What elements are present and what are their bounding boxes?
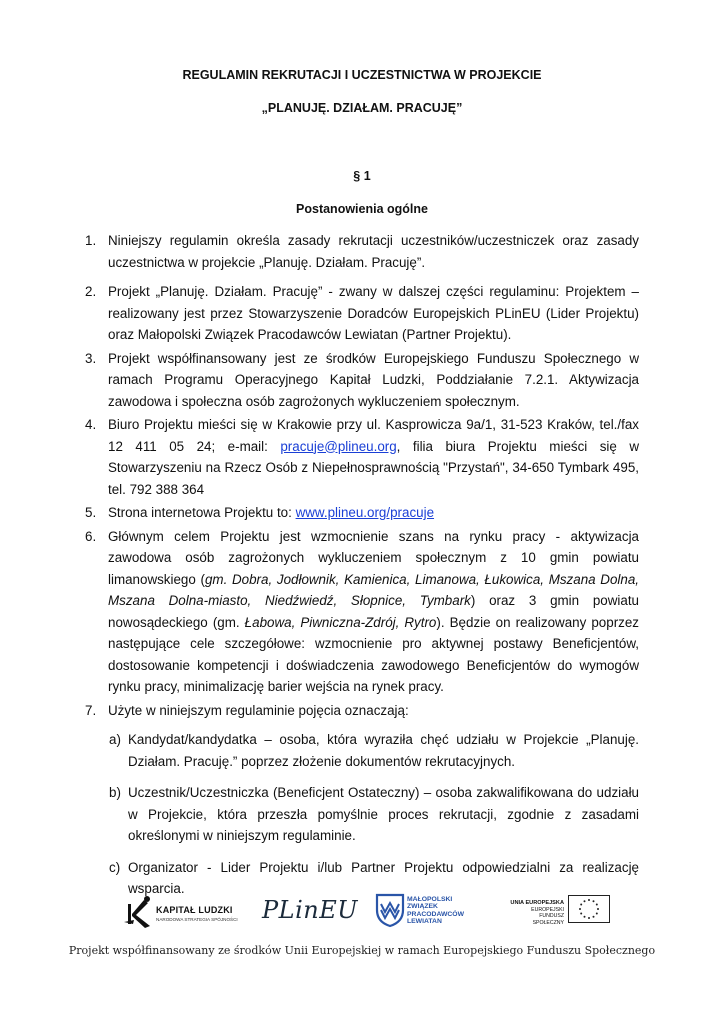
logo-strip (120, 886, 610, 936)
definition-label: a) (109, 732, 121, 747)
list-text: Biuro Projektu mieści się w Krakowie przy ul. Kasprowicza 9a/1, 31-523 Kraków, tel./fax 12 411 05 24; e-mail: (108, 417, 639, 454)
list-text: Głównym celem Projektu jest wzmocnienie szans na rynku pracy - aktywizacja zawodowa osób zagrożonych wykluczeniem społecznym z 10 gmin powiatu limanowskiego ( (108, 528, 639, 587)
list-item (85, 414, 639, 500)
section-number: § 1 (353, 169, 371, 183)
list-item (85, 502, 639, 524)
project-name: „PLANUJĘ. DZIAŁAM. PRACUJĘ” (261, 101, 463, 115)
definition-label: c) (109, 859, 121, 875)
plineu-logo-text: PLinEU (262, 896, 358, 924)
list-number: 4. (85, 417, 97, 432)
definition-item (85, 782, 639, 847)
list-text: Strona internetowa Projektu to: (108, 505, 296, 520)
shield-icon (375, 892, 405, 928)
list-number: 2. (85, 284, 97, 299)
list-text: , filia biura Projektu mieści się w Stowarzyszeniu na Rzecz Osób z Niepełnosprawnością "Przystań", 34-650 Tymbark 495, tel. 792 388 364 (108, 438, 640, 497)
municipalities-list: gm. Dobra, Jodłownik, Kamienica, Limanowa, Łukowica, Mszana Dolna, Mszana Dolna-miasto, Niedźwiedź, Słopnice, Tymbark (108, 571, 639, 608)
email-link[interactable]: pracuje@plineu.org (280, 438, 397, 454)
eu-flag-icon (568, 895, 610, 923)
list-item (85, 281, 639, 346)
list-item (85, 230, 639, 273)
list-text: Niniejszy regulamin określa zasady rekrutacji uczestników/uczestniczek oraz zasady uczestnictwa w projekcie „Planuję. Działam. Pracuję”. (108, 233, 639, 270)
mzpl-lewiatan-logo (375, 886, 485, 936)
footer-note: Projekt współfinansowany ze środków Unii Europejskiej w ramach Europejskiego Funduszu Społecznego (68, 944, 656, 957)
list-text: ) oraz 3 gmin powiatu nowosądeckiego (gm. (108, 593, 639, 630)
kapital-ludzki-logo (120, 886, 240, 936)
definition-item (85, 729, 639, 772)
definition-label: b) (109, 785, 121, 800)
mzpl-line: ZWIĄZEK (407, 903, 438, 911)
kapital-ludzki-subtitle: NARODOWA STRATEGIA SPÓJNOŚCI (156, 917, 238, 922)
list-text: Użyte w niniejszym regulaminie pojęcia oznaczają: (108, 702, 409, 718)
definition-text: Kandydat/kandydatka – osoba, która wyraziła chęć udziału w Projekcie „Planuję. Działam. Pracuję.” poprzez złożenie dokumentów rekrutacyjnych. (128, 732, 639, 769)
kapital-ludzki-icon (124, 894, 154, 930)
section-content (85, 230, 639, 910)
mzpl-line: LEWIATAN (407, 918, 442, 926)
definition-text: Organizator - Lider Projektu i/lub Partner Projektu odpowiedzialni za realizację wsparcia. (128, 859, 639, 896)
list-number: 5. (85, 505, 97, 520)
plineu-logo (262, 886, 358, 936)
list-number: 3. (85, 350, 97, 366)
list-number: 6. (85, 528, 97, 544)
list-item (85, 700, 639, 722)
mzpl-line: PRACODAWCÓW (407, 910, 465, 918)
list-item (85, 526, 639, 698)
list-text: Projekt „Planuję. Działam. Pracuję” - zwany w dalszej części regulaminu: Projektem – realizowany jest przez Stowarzyszenie Doradców Europejskich PLinEU (Lider Projektu) oraz Małopolski Związek Pracodawców Lewiatan (Partner Projektu). (108, 284, 639, 342)
eu-line: UNIA EUROPEJSKA (510, 900, 564, 906)
eu-line: FUNDUSZ SPOŁECZNY (532, 913, 564, 926)
kapital-ludzki-title: KAPITAŁ LUDZKI (156, 905, 233, 915)
list-text: Projekt współfinansowany jest ze środków Europejskiego Funduszu Społecznego w ramach Programu Operacyjnego Kapitał Ludzki, Poddziałanie 7.2.1. Aktywizacja zawodowa i społeczna osób zagrożonych wykluczeniem społecznym. (108, 350, 639, 409)
document-title: REGULAMIN REKRUTACJI I UCZESTNICTWA W PROJEKCIE (182, 68, 542, 82)
mzpl-line: MAŁOPOLSKI (407, 896, 453, 903)
list-number: 7. (85, 702, 97, 718)
list-number: 1. (85, 233, 97, 248)
list-text: ). Będzie on realizowany poprzez następujące cele szczegółowe: wzmocnienie pro aktywnej postawy Beneficjentów, dostosowanie kompetencji i doświadczenia zawodowego Beneficjentów do wymogów rynku pracy, minimalizację barier wejścia na rynek pracy. (108, 614, 639, 694)
municipalities-list: Łabowa, Piwniczna-Zdrój, Rytro (244, 614, 437, 630)
list-item (85, 348, 639, 413)
eu-line: EUROPEJSKI (531, 906, 564, 913)
section-heading: Postanowienia ogólne (296, 202, 428, 216)
definition-text: Uczestnik/Uczestniczka (Beneficjent Ostateczny) – osoba zakwalifikowana do udziału w Projekcie, która przeszła pomyślnie proces rekrutacji, zgodnie z zasadami określonymi w niniejszym regulaminie. (128, 785, 639, 843)
eu-logo (508, 886, 612, 936)
website-link[interactable]: www.plineu.org/pracuje (295, 505, 435, 520)
